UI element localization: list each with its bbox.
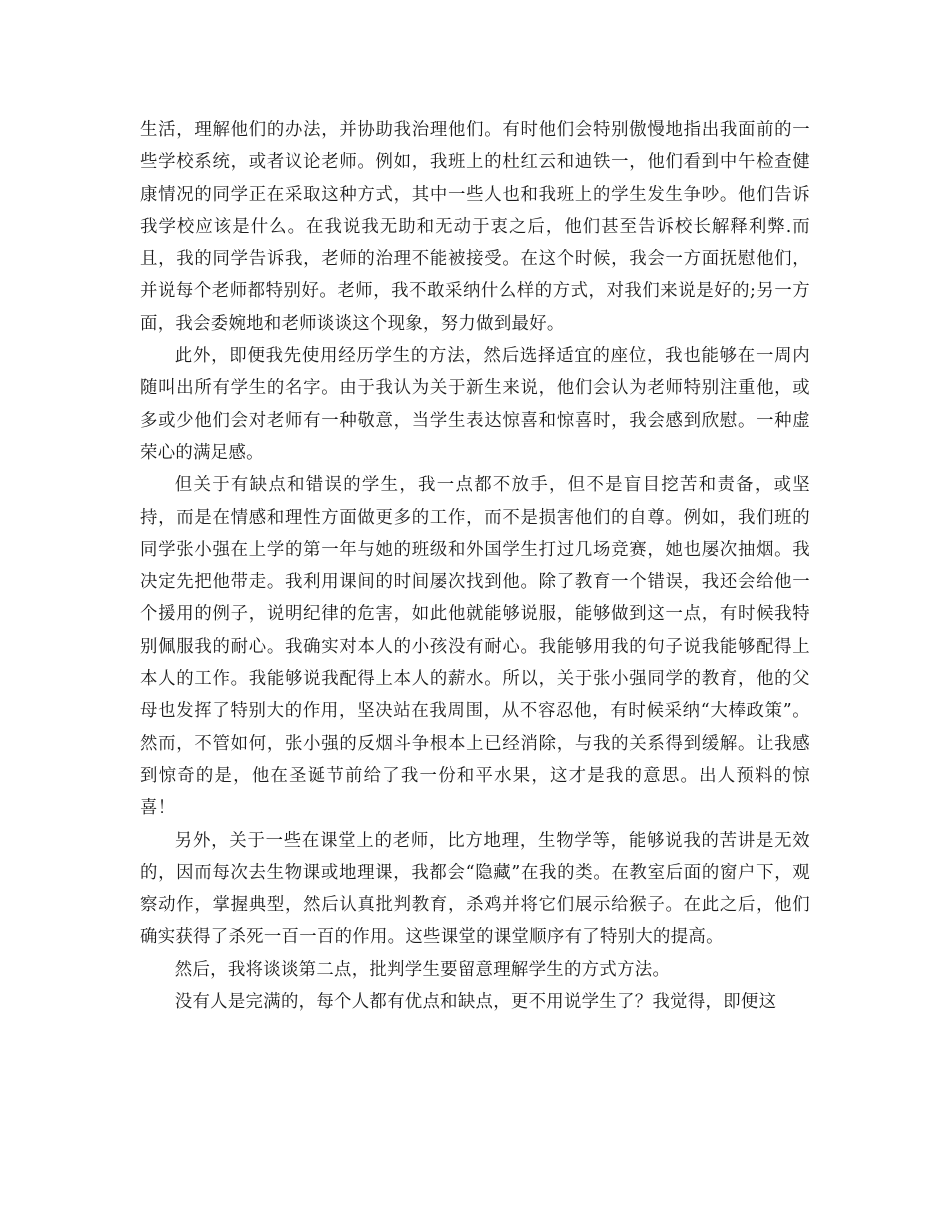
paragraph-6: 没有人是完满的，每个人都有优点和缺点，更不用说学生了？我觉得，即便这 — [174, 992, 777, 1013]
paragraph-1: 生活，理解他们的办法，并协助我治理他们。有时他们会特别傲慢地指出我面前的一些学校系统，或者议论老师。例如，我班上的杜红云和迪铁一，他们看到中午检查健康情况的同学正在采取这种方式，其中一些人也和我班上的学生发生争吵。他们告诉我学校应该是什么。在我说我无助和无动于衷之后，他们甚至告诉校长解释利弊.而且，我的同学告诉我，老师的治理不能被接受。在这个时候，我会一方面抚慰他们，并说每个老师都特别好。老师，我不敢采纳什么样的方式，对我们来说是好的;另一方面，我会委婉地和老师谈谈这个现象，努力做到最好。 — [140, 120, 810, 334]
paragraph-3: 但关于有缺点和错误的学生，我一点都不放手，但不是盲目挖苦和责备，或坚持，而是在情感和理性方面做更多的工作，而不是损害他们的自尊。例如，我们班的同学张小强在上学的第一年与她的班级和外国学生打过几场竞赛，她也屡次抽烟。我决定先把他带走。我利用课间的时间屡次找到他。除了教育一个错误，我还会给他一个援用的例子，说明纪律的危害，如此他就能够说服，能够做到这一点，有时候我特别佩服我的耐心。我确实对本人的小孩没有耐心。我能够用我的句子说我能够配得上本人的工作。我能够说我配得上本人的薪水。所以，关于张小强同学的教育，他的父母也发挥了特别大的作用，坚决站在我周围，从不容忍他，有时候采纳“大棒政策”。然而，不管如何，张小强的反烟斗争根本上已经消除，与我的关系得到缓解。让我感到惊奇的是，他在圣诞节前给了我一份和平水果，这才是我的意思。出人预料的惊喜！ — [140, 475, 810, 819]
paragraph-4: 另外，关于一些在课堂上的老师，比方地理，生物学等，能够说我的苦讲是无效的，因而每次去生物课或地理课，我都会“隐藏”在我的类。在教室后面的窗户下，观察动作，掌握典型，然后认真批判教育，杀鸡并将它们展示给猴子。在此之后，他们确实获得了杀死一百一百的作用。这些课堂的课堂顺序有了特别大的提高。 — [140, 830, 810, 948]
document-body — [140, 114, 810, 1018]
paragraph-2: 此外，即便我先使用经历学生的方法，然后选择适宜的座位，我也能够在一周内随叫出所有学生的名字。由于我认为关于新生来说，他们会认为老师特别注重他，或多或少他们会对老师有一种敬意，当学生表达惊喜和惊喜时，我会感到欣慰。一种虚荣心的满足感。 — [140, 346, 810, 463]
paragraph-5: 然后，我将谈谈第二点，批判学生要留意理解学生的方式方法。 — [174, 959, 671, 980]
